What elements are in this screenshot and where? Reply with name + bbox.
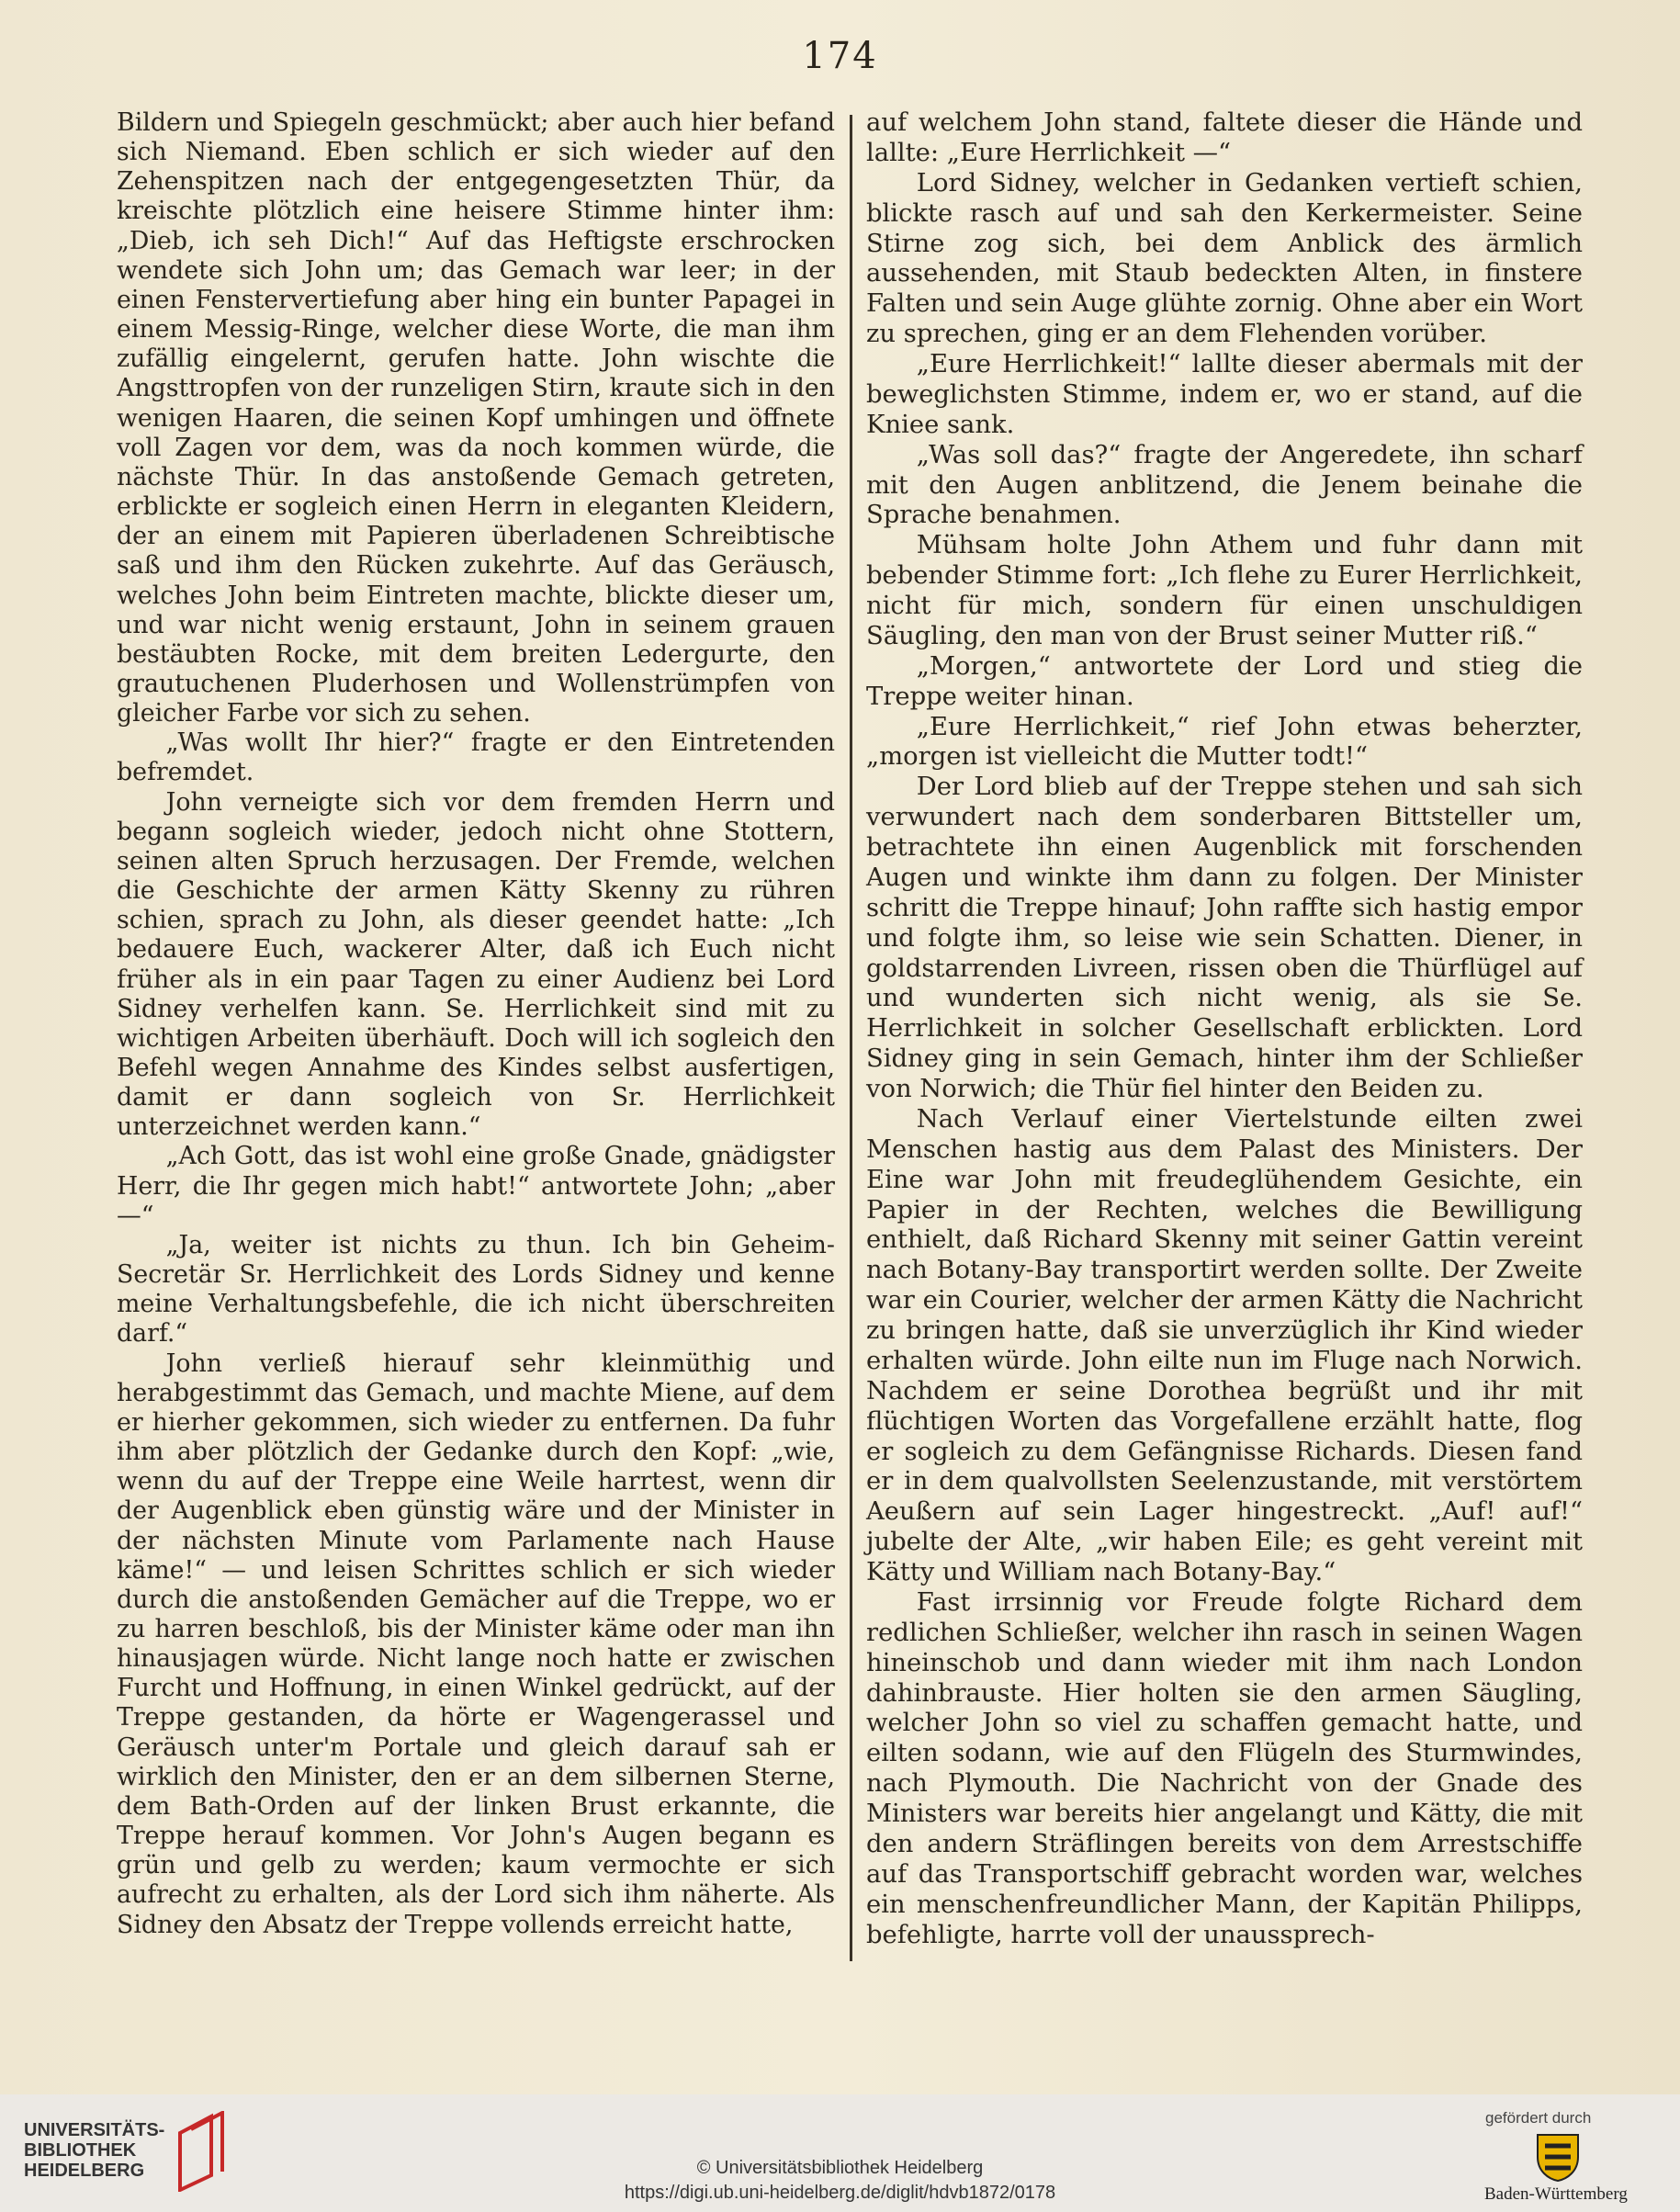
paragraph: Bildern und Spiegeln geschmückt; aber auch hier befand sich Niemand. Eben schlich er sich wieder auf den Zehenspitzen nach der entgegengesetzten Thür, da kreischte plötzlich eine heisere Stimme hinter ihm: „Dieb, ich seh Dich!“ Auf das Heftigste erschrocken wendete sich John um; das Gemach war leer; in der einen Fenstervertiefung aber hing ein bunter Papagei in einem Messig-Ringe, welcher diese Worte, die man ihm zufällig eingelernt, gerufen hatte. John wischte die Angsttropfen von der runzeligen Stirn, kraute sich in den wenigen Haaren, die seinen Kopf umhingen und öffnete voll Zagen vor dem, was da noch kommen würde, die nächste Thür. In das anstoßende Gemach getreten, erblickte er sogleich einen Herrn in eleganten Kleidern, der an einem mit Papieren überladenen Schreibtische saß und ihm den Rücken zukehrte. Auf das Geräusch, welches John beim Eintreten machte, blickte dieser um, und war nicht wenig erstaunt, John in seinem grauen bestäubten Rocke, mit dem breiten Ledergurte, den grautuchenen Pluderhosen und Wollenstrümpfen von gleicher Farbe vor sich zu sehen. [117, 108, 835, 728]
paragraph: „Ach Gott, das ist wohl eine große Gnade, gnädigster Herr, die Ihr gegen mich habt!“ antwortete John; „aber —“ [117, 1142, 835, 1230]
library-name-line: HEIDELBERG [24, 2161, 145, 2181]
paragraph: Nach Verlauf einer Viertelstunde eilten zwei Menschen hastig aus dem Palast des Ministers. Der Eine war John mit freudeglühendem Gesichte, ein Papier in der Rechten, welches die Bewilligung enthielt, daß Richard Skenny mit seiner Gattin vereint nach Botany-Bay transportirt werden sollte. Der Zweite war ein Courier, welcher der armen Kätty die Nachricht zu bringen hatte, daß sie unverzüglich ihr Kind wieder erhalten würde. John eilte nun im Fluge nach Norwich. Nachdem er seine Dorothea begrüßt und ihr mit flüchtigen Worten das Vorgefallene erzählt hatte, flog er sogleich zu dem Gefängnisse Richards. Diesen fand er in dem qualvollsten Seelenzustande, mit verstörtem Aeußern auf sein Lager hingestreckt. „Auf! auf!“ jubelte der Alte, „wir haben Eile; es geht vereint mit Kätty und William nach Botany-Bay.“ [866, 1104, 1583, 1586]
document-url-link[interactable]: https://digi.ub.uni-heidelberg.de/diglit/hdvb1872/0178 [624, 2183, 1056, 2203]
paragraph: „Eure Herrlichkeit,“ rief John etwas beherzter, „morgen ist vielleicht die Mutter todt!“ [866, 712, 1583, 772]
column-divider [850, 115, 852, 1961]
paragraph: auf welchem John stand, faltete dieser die Hände und lallte: „Eure Herrlichkeit —“ [866, 108, 1583, 167]
paragraph: „Ja, weiter ist nichts zu thun. Ich bin Geheim-Secretär Sr. Herrlichkeit des Lords Sidney und kenne meine Verhaltungsbefehle, die ich nicht überschreiten darf.“ [117, 1230, 835, 1349]
paragraph: „Was wollt Ihr hier?“ fragte er den Eintretenden befremdet. [117, 728, 835, 787]
library-name-line: UNIVERSITÄTS- [24, 2120, 165, 2140]
state-crest-icon [1532, 2131, 1584, 2183]
paragraph: Fast irrsinnig vor Freude folgte Richard dem redlichen Schließer, welcher ihn rasch in seinen Wagen hineinschob und dann wieder mit ihm nach London dahinbrauste. Hier holten sie den armen Säugling, welcher John so viel zu schaffen gemacht hatte, und eilten sodann, wie auf den Flügeln des Sturmwindes, nach Plymouth. Die Nachricht von der Gnade des Ministers war bereits hier angelangt und Kätty, die mit den andern Sträflingen bereits von dem Arrestschiffe auf das Transportschiff gebracht worden war, welches ein menschenfreundlicher Mann, der Kapitän Philipps, befehligte, harrte voll der unaussprech- [866, 1587, 1583, 1949]
copyright-line: © Universitätsbibliothek Heidelberg [696, 2158, 984, 2178]
left-text-column [117, 108, 835, 1940]
sponsor-name: Baden-Württemberg [1484, 2184, 1628, 2204]
paragraph: „Morgen,“ antwortete der Lord und stieg die Treppe weiter hinan. [866, 651, 1583, 711]
paragraph: John verließ hierauf sehr kleinmüthig und herabgestimmt das Gemach, und machte Miene, auf dem er hierher gekommen, sich wieder zu entfernen. Da fuhr ihm aber plötzlich der Gedanke durch den Kopf: „wie, wenn du auf der Treppe eine Weile harrtest, wenn dir der Augenblick eben günstig wäre und der Minister in der nächsten Minute vom Parlamente nach Hause käme!“ — und leisen Schrittes schlich er sich wieder durch die anstoßenden Gemächer auf die Treppe, wo er zu harren beschloß, bis der Minister käme oder man ihn hinausjagen würde. Nicht lange noch hatte er zwischen Furcht und Hoffnung, in einen Winkel gedrückt, auf der Treppe gestanden, da hörte er Wagengerassel und Geräusch unter'm Portale und gleich darauf sah er wirklich den Minister, den er an dem silbernen Sterne, dem Bath-Orden auf der linken Brust erkannte, die Treppe herauf kommen. Vor John's Augen begann es grün und gelb zu werden; kaum vermochte er sich aufrecht zu erhalten, als der Lord sich ihm näherte. Als Sidney den Absatz der Treppe vollends erreicht hatte, [117, 1349, 835, 1939]
paragraph: „Was soll das?“ fragte der Angeredete, ihn scharf mit den Augen anblitzend, die Jenem beinahe die Sprache benahmen. [866, 440, 1583, 530]
right-text-column [866, 108, 1583, 1950]
paragraph: Mühsam holte John Athem und fuhr dann mit bebender Stimme fort: „Ich flehe zu Eurer Herrlichkeit, nicht für mich, sondern für einen unschuldigen Säugling, den man von der Brust seiner Mutter riß.“ [866, 531, 1583, 650]
sponsor-label: gefördert durch [1485, 2109, 1592, 2127]
paragraph: John verneigte sich vor dem fremden Herrn und begann sogleich wieder, jedoch nicht ohne Stottern, seinen alten Spruch herzusagen. Der Fremde, welchen die Geschichte der armen Kätty Skenny zu rühren schien, sprach zu John, als dieser geendet hatte: „Ich bedauere Euch, wackerer Alter, daß ich Euch nicht früher als in ein paar Tagen zu einer Audienz bei Lord Sidney verhelfen kann. Se. Herrlichkeit sind mit zu wichtigen Arbeiten überhäuft. Doch will ich sogleich den Befehl wegen Annahme des Kindes selbst ausfertigen, damit er dann sogleich von Sr. Herrlichkeit unterzeichnet werden kann.“ [117, 787, 835, 1142]
paragraph: Der Lord blieb auf der Treppe stehen und sah sich verwundert nach dem sonderbaren Bittsteller um, betrachtete ihn einen Augenblick mit forschenden Augen und winkte ihm dann zu folgen. Der Minister schritt die Treppe hinauf; John raffte sich hastig empor und folgte ihm, so leise wie sein Schatten. Diener, in goldstarrenden Livreen, rissen oben die Thürflügel auf und wunderten sich nicht wenig, als sie Se. Herrlichkeit in solcher Gesellschaft erblickten. Lord Sidney ging in sein Gemach, hinter ihm der Schließer von Norwich; die Thür fiel hinter den Beiden zu. [866, 773, 1583, 1103]
paragraph: Lord Sidney, welcher in Gedanken vertieft schien, blickte rasch auf und sah den Kerkermeister. Seine Stirne zog sich, bei dem Anblick des ärmlich aussehenden, mit Staub bedeckten Alten, in finstere Falten und sein Auge glühte zornig. Ohne aber ein Wort zu sprechen, ging er an dem Flehenden vorüber. [866, 168, 1583, 349]
page-number: 174 [802, 35, 878, 77]
library-name-line: BIBLIOTHEK [24, 2140, 137, 2161]
paragraph: „Eure Herrlichkeit!“ lallte dieser abermals mit der beweglichsten Stimme, indem er, wo er stand, auf die Kniee sank. [866, 350, 1583, 439]
